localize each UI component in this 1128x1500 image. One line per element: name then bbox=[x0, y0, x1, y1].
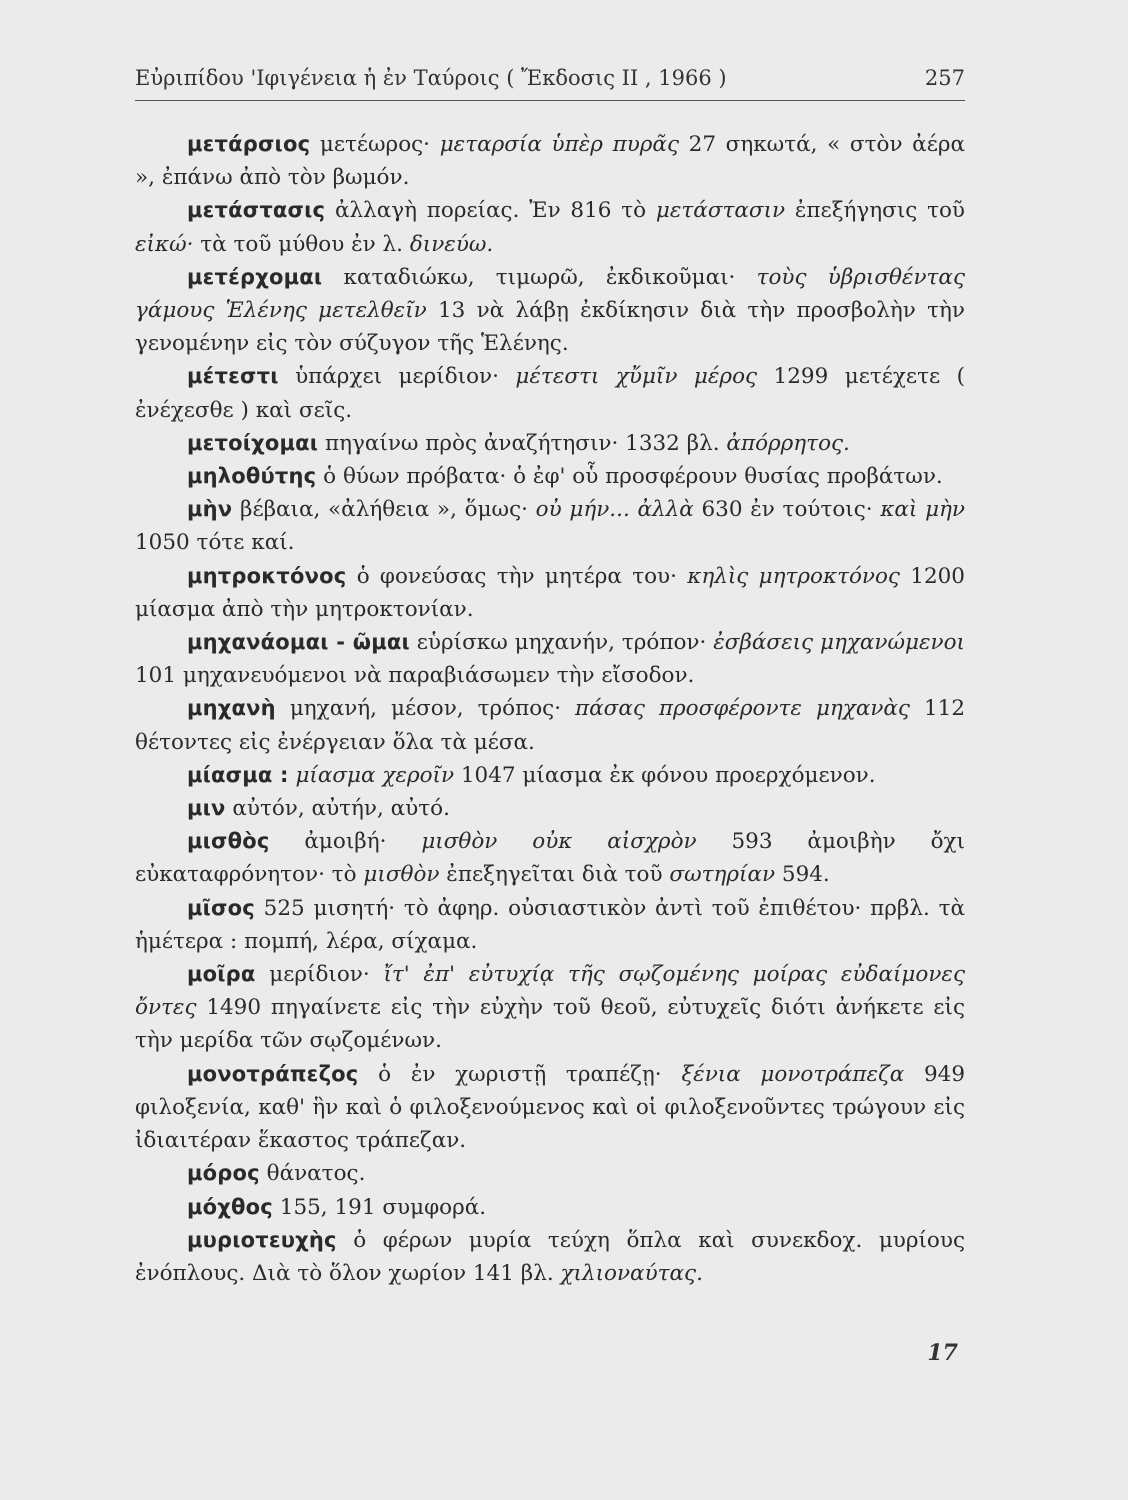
glossary-entry: μονοτράπεζος ὁ ἐν χωριστῇ τραπέζῃ· ξένια μονοτράπεζα 949 φιλοξενία, καθ' ἣν καὶ ὁ φιλοξενούμενος καὶ οἱ φιλοξενοῦντες τρώγουν εἰς ἰδιαιτέραν ἕκαστος τράπεζαν. bbox=[135, 1061, 966, 1154]
glossary-entry: μετέρχομαι καταδιώκω, τιμωρῶ, ἐκδικοῦμαι· τοὺς ὑβρισθέντας γάμους Ἑλένης μετελθεῖν 13 νὰ λάβῃ ἐκδίκησιν διὰ τὴν προσβολὴν τὴν γενομένην εἰς τὸν σύζυγον τῆς Ἑλένης. bbox=[135, 264, 965, 357]
headword: μετάρσιος bbox=[187, 132, 311, 156]
headword: μόρος bbox=[187, 1161, 260, 1186]
headword: μῖσος bbox=[187, 895, 255, 920]
headword: μηλοθύτης bbox=[187, 464, 317, 489]
glossary-entry: μιν αὐτόν, αὐτήν, αὐτό. bbox=[187, 796, 450, 822]
glossary-entry: μητροκτόνος ὁ φονεύσας τὴν μητέρα του· κηλὶς μητροκτόνος 1200 μίασμα ἀπὸ τὴν μητροκτονίαν. bbox=[135, 563, 965, 622]
headword: μοῖρα bbox=[187, 962, 256, 987]
glossary-entry: μετάρσιος μετέωρος· μεταρσία ὑπὲρ πυρᾶς 27 σηκωτά, « στὸν ἀέρα », ἐπάνω ἀπὸ τὸν βωμόν. bbox=[135, 132, 965, 191]
glossary-entry: μισθὸς ἀμοιβή· μισθὸν οὐκ αἰσχρὸν 593 ἀμοιβὴν ὄχι εὐκαταφρόνητον· τὸ μισθὸν ἐπεξηγεῖται διὰ τοῦ σωτηρίαν 594. bbox=[135, 829, 965, 888]
headword: μηχανάομαι - ῶμαι bbox=[187, 630, 410, 655]
glossary-entry: μοῖρα μερίδιον· ἴτ' ἐπ' εὐτυχίᾳ τῆς σῳζομένης μοίρας εὐδαίμονες ὄντες 1490 πηγαίνετε εἰς τὴν εὐχὴν τοῦ θεοῦ, εὐτυχεῖς διότι ἀνήκετε εἰς τὴν μερίδα τῶν σῳζομένων. bbox=[135, 962, 966, 1054]
glossary-entry: μὴν βέβαια, «ἀλήθεια », ὅμως· οὐ μήν... ἀλλὰ 630 ἐν τούτοις· καὶ μὴν 1050 τότε καί. bbox=[135, 497, 965, 556]
glossary-entry: μετοίχομαι πηγαίνω πρὸς ἀναζήτησιν· 1332 βλ. ἀπόρρητος. bbox=[187, 430, 850, 456]
headword: μισθὸς bbox=[187, 829, 270, 854]
glossary-body bbox=[135, 128, 965, 1290]
headword: μετοίχομαι bbox=[187, 430, 319, 455]
glossary-entry: μόχθος 155, 191 συμφορά. bbox=[187, 1194, 487, 1220]
headword: μηχανὴ bbox=[187, 696, 276, 721]
headword: μὴν bbox=[187, 497, 233, 522]
headword: μητροκτόνος bbox=[187, 563, 347, 588]
headword: μιν bbox=[187, 796, 226, 821]
headword: μέτεστι bbox=[187, 364, 279, 389]
glossary-entry: μετάστασις ἀλλαγὴ πορείας. Ἐν 816 τὸ μετάστασιν ἐπεξήγησις τοῦ εἰκώ· τὰ τοῦ μύθου ἐν λ. δινεύω. bbox=[135, 198, 965, 257]
glossary-entry: μόρος θάνατος. bbox=[187, 1161, 366, 1187]
headword: μυριοτευχὴς bbox=[187, 1227, 337, 1252]
headword: μετέρχομαι bbox=[187, 264, 323, 289]
glossary-entry: μηχανὴ μηχανή, μέσον, τρόπος· πάσας προσφέροντε μηχανὰς 112 θέτοντες εἰς ἐνέργειαν ὅλα τὰ μέσα. bbox=[135, 696, 966, 755]
glossary-entry: μῖσος 525 μισητή· τὸ ἀφηρ. οὐσιαστικὸν ἀντὶ τοῦ ἐπιθέτου· πρβλ. τὰ ἡμέτερα : πομπή, λέρα, σίχαμα. bbox=[135, 895, 965, 954]
glossary-entry: μυριοτευχὴς ὁ φέρων μυρία τεύχη ὅπλα καὶ συνεκδοχ. μυρίους ἐνόπλους. Διὰ τὸ ὅλον χωρίον 141 βλ. χιλιοναύτας. bbox=[135, 1227, 965, 1286]
glossary-entry: μηχανάομαι - ῶμαι εὑρίσκω μηχανήν, τρόπον· ἐσβάσεις μηχανώμενοι 101 μηχανευόμενοι νὰ παραβιάσωμεν τὴν εἴσοδον. bbox=[135, 630, 965, 689]
glossary-entry: μηλοθύτης ὁ θύων πρόβατα· ὁ ἐφ' οὗ προσφέρουν θυσίας προβάτων. bbox=[187, 464, 943, 490]
page-number: 257 bbox=[924, 66, 965, 90]
header-title: Εὐριπίδου 'Ιφιγένεια ἡ ἐν Ταύροις ( Ἔκδοσις ΙΙ , 1966 ) bbox=[135, 66, 727, 90]
running-header bbox=[135, 64, 965, 101]
signature-mark: 17 bbox=[927, 1340, 958, 1366]
headword: μονοτράπεζος bbox=[187, 1061, 359, 1086]
headword: μετάστασις bbox=[187, 198, 326, 223]
headword: μίασμα : bbox=[187, 762, 289, 787]
glossary-entry: μίασμα : μίασμα χεροῖν 1047 μίασμα ἐκ φόνου προερχόμενον. bbox=[187, 762, 876, 788]
headword: μόχθος bbox=[187, 1194, 273, 1219]
glossary-entry: μέτεστι ὑπάρχει μερίδιον· μέτεστι χὔμῖν μέρος 1299 μετέχετε ( ἐνέχεσθε ) καὶ σεῖς. bbox=[135, 364, 965, 423]
